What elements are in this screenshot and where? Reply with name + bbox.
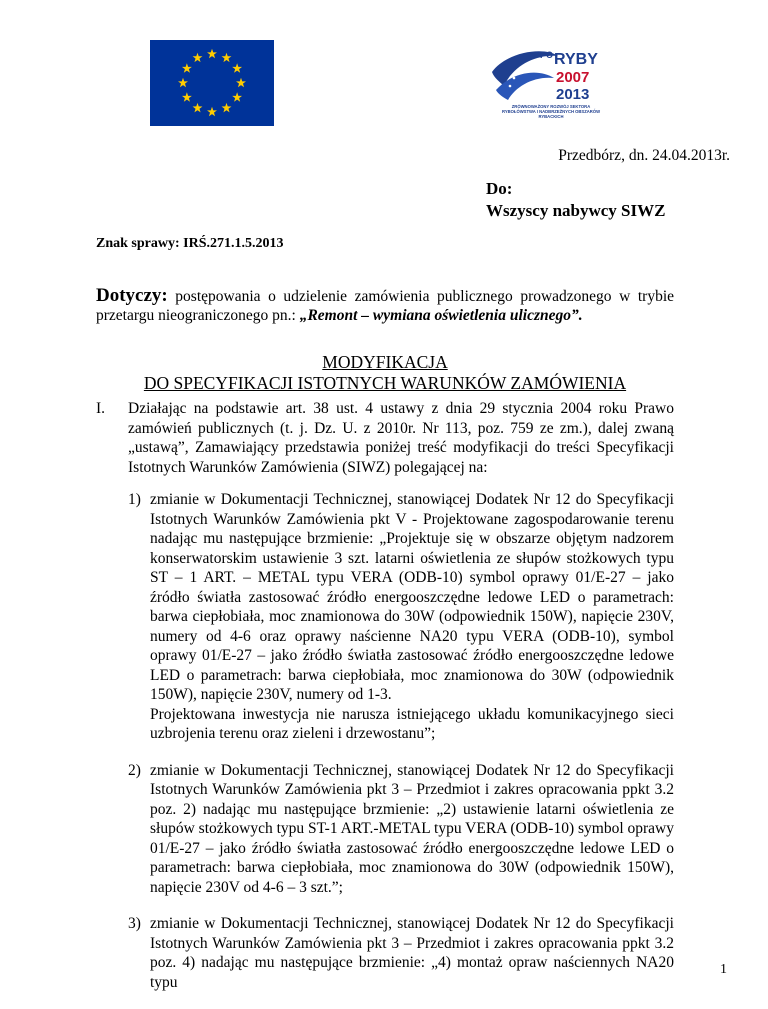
to-recipients: Wszyscy nabywcy SIWZ bbox=[486, 201, 666, 220]
recipient-block bbox=[486, 178, 665, 222]
heading-line-1: MODYFIKACJA bbox=[322, 352, 448, 372]
list-item bbox=[128, 914, 674, 992]
logo-year1-text: 2007 bbox=[556, 69, 590, 86]
case-reference: Znak sprawy: IRŚ.271.1.5.2013 bbox=[96, 236, 284, 251]
procurement-title: „Remont – wymiana oświetlenia ulicznego”. bbox=[299, 307, 583, 324]
date-line: Przedbórz, dn. 24.04.2013r. bbox=[558, 147, 730, 164]
section-1 bbox=[96, 399, 674, 477]
concerns-label: Dotyczy: bbox=[96, 285, 168, 306]
item-note: Projektowana inwestycja nie narusza istniejącego układu komunikacyjnego sieci uzbrojenia terenu oraz zieleni i drzewostanu”; bbox=[150, 705, 674, 742]
item-text: zmianie w Dokumentacji Technicznej, stanowiącej Dodatek Nr 12 do Specyfikacji Istotnych Warunków Zamówienia pkt 3 – Przedmiot i zakres opracowania ppkt 3.2 poz. 4) nadając mu następujące brzmienie: „4) montaż opraw naściennych NA20 typu bbox=[150, 915, 674, 991]
item-text: zmianie w Dokumentacji Technicznej, stanowiącej Dodatek Nr 12 do Specyfikacji Istotnych Warunków Zamówienia pkt V - Projektowane zagospodarowanie terenu nadając mu następujące brzmienie: „Projektuje się w obszarze objętym nadzorem konserwatorskim ustawienie 3 szt. latarni oświetlenia ze słupów stożkowych typu ST – 1 ART. – METAL typu VERA (ODB-10) symbol oprawy 01/E-27 – jako źródło światła zastosować źródło energooszczędne ledowe LED o parametrach: barwa ciepłobiała, moc znamionowa do 30W (odpowiednik 150W), napięcie 230V, numery od 4-6 oraz oprawy naścienne NA20 typu VERA (ODB-10), symbol oprawy 01/E-27 – jako źródło światła zastosować źródło energooszczędne ledowe LED o parametrach: barwa ciepłobiała, moc znamionowa do 30W (odpowiednik 150W), napięcie 230V, numery od 1-3. bbox=[150, 491, 674, 703]
po-ryby-logo bbox=[486, 38, 613, 132]
eu-flag-logo bbox=[150, 40, 274, 126]
logo-ryby-text: RYBY bbox=[554, 51, 598, 68]
section-number: I. bbox=[96, 400, 106, 417]
logo-po-text: PO bbox=[540, 50, 554, 60]
section-text: Działając na podstawie art. 38 ust. 4 ustawy z dnia 29 stycznia 2004 roku Prawo zamówień publicznych (t. j. Dz. U. z 2010r. Nr 113, poz. 759 ze zm.), dalej zwaną „ustawą”, Zamawiający przedstawia poniżej treść modyfikacji do treści Specyfikacji Istotnych Warunków Zamówienia (SIWZ) polegającej na: bbox=[128, 400, 674, 476]
item-number: 1) bbox=[128, 491, 141, 508]
to-label: Do: bbox=[486, 179, 513, 198]
logo-year2-text: 2013 bbox=[556, 86, 590, 103]
item-number: 2) bbox=[128, 761, 141, 779]
heading-line-2: DO SPECYFIKACJI ISTOTNYCH WARUNKÓW ZAMÓWIENIA bbox=[143, 373, 627, 393]
concerns-text: postępowania o udzielenie zamówienia publicznego prowadzonego w trybie przetargu nieograniczonego pn.: bbox=[96, 288, 674, 324]
concerns-paragraph bbox=[96, 286, 674, 325]
modification-list bbox=[128, 490, 674, 1009]
document-heading bbox=[96, 352, 674, 394]
item-number: 3) bbox=[128, 915, 141, 932]
item-text: zmianie w Dokumentacji Technicznej, stanowiącej Dodatek Nr 12 do Specyfikacji Istotnych Warunków Zamówienia pkt 3 – Przedmiot i zakres opracowania ppkt 3.2 poz. 2) nadając mu następujące brzmienie: „2) ustawienie latarni oświetlenia ze słupów stożkowych typu ST-1 ART.-METAL typu VERA (ODB-10) symbol oprawy 01/E-27 – jako źródło światła zastosować źródło energooszczędne ledowe LED o parametrach: barwa ciepłobiała, moc znamionowa do 30W (odpowiednik 150W), napięcie 230V od 4-6 – 3 szt.”; bbox=[150, 761, 674, 896]
list-item bbox=[128, 490, 674, 744]
page-number: 1 bbox=[720, 962, 727, 977]
logo-caption: ZRÓWNOWAŻONY ROZWÓJ SEKTORA RYBOŁÓWSTWA I NADBRZEŻNYCH OBSZARÓW RYBACKICH bbox=[501, 104, 601, 119]
list-item bbox=[128, 761, 674, 898]
